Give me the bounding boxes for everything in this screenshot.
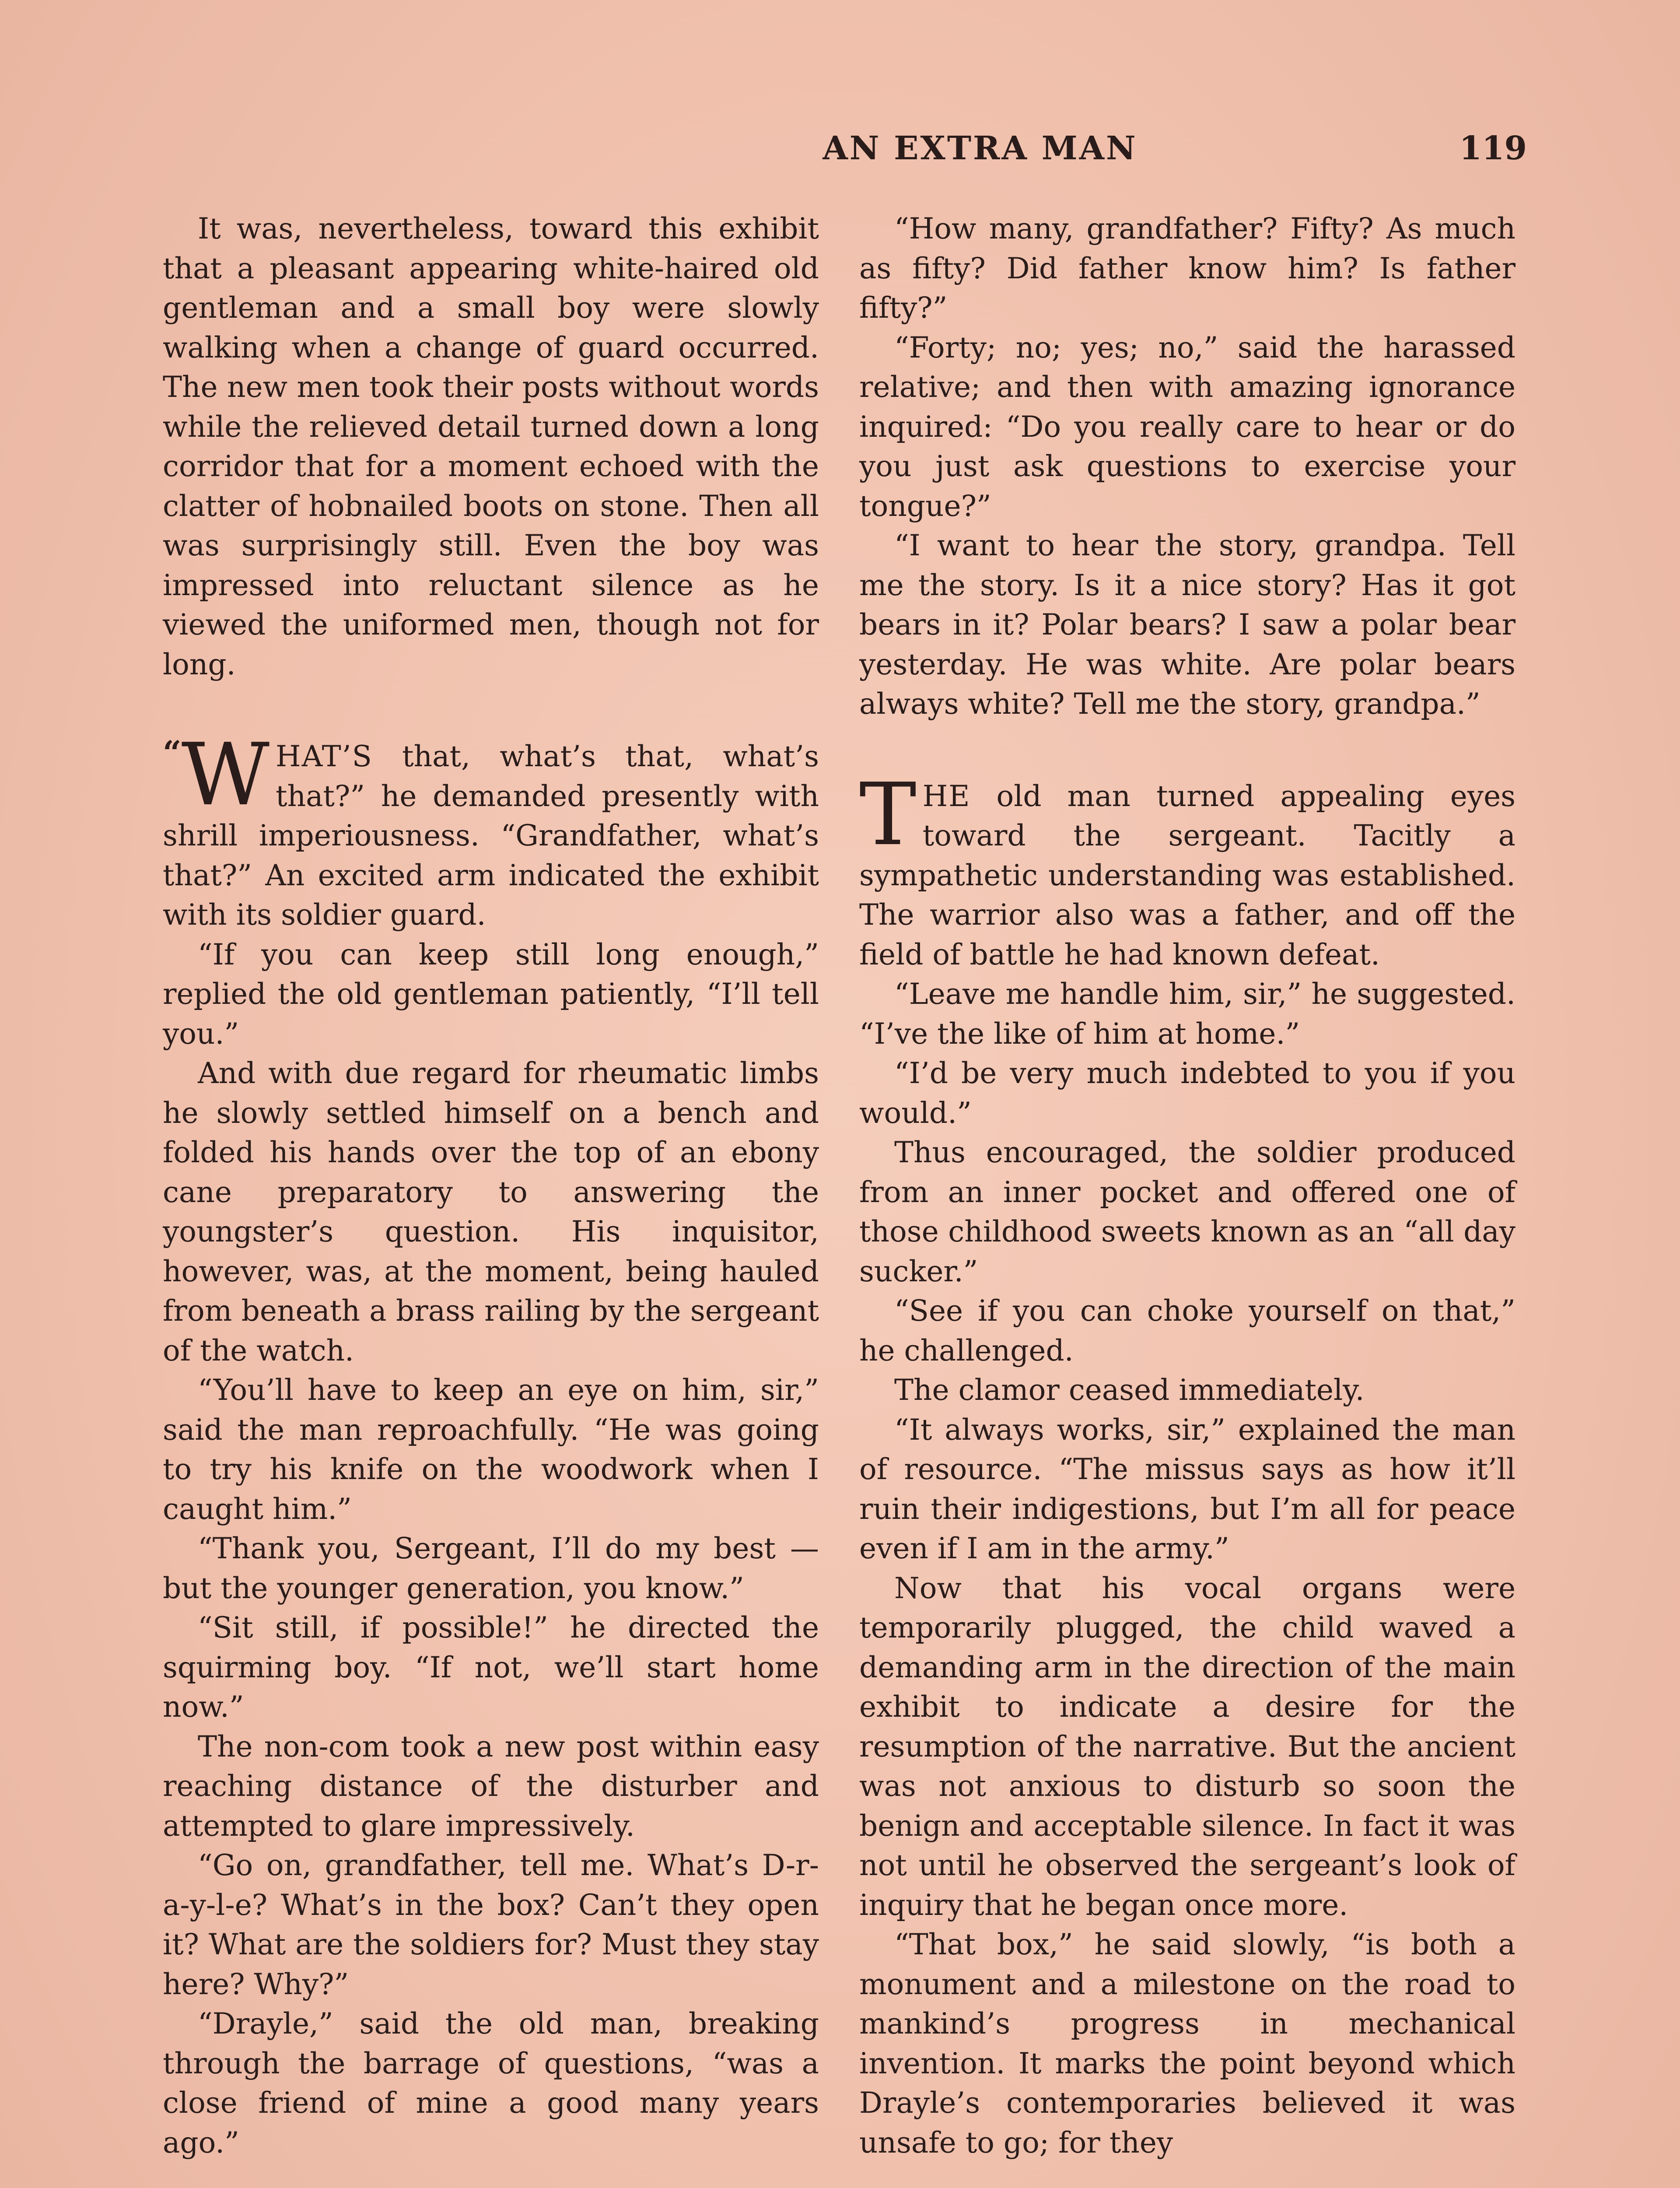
small-caps-word: HAT’S [276,740,373,773]
paragraph: “I’d be very much indebted to you if you would.” [859,1056,1516,1130]
paragraph-text: that, what’s that, what’s that?” he demanded presently with shrill imperiousness. “Grandfather, what’s that?” An excited arm indicated the exhibit with its soldier guard. [163,740,819,932]
paragraph: “Forty; no; yes; no,” said the harassed relative; and then with amazing ignorance inquired: “Do you really care to hear or do you just ask questions to exercise your tongue?” [859,330,1516,523]
paragraph: “If you can keep still long enough,” replied the old gentleman patiently, “I’ll tell you.” [163,937,819,1051]
paragraph: “Drayle,” said the old man, breaking through the barrage of questions, “was a close friend of mine a good many years ago.” [163,2007,819,2160]
paragraph: Thus encouraged, the soldier produced from an inner pocket and offered one of those childhood sweets known as an “all day sucker.” [859,1136,1516,1288]
page-number: 119 [1459,130,1527,167]
paragraph-dropcap [163,725,819,935]
drop-cap-letter: T [859,764,917,865]
paragraph: “You’ll have to keep an eye on him, sir,” said the man reproachfully. “He was going to try his knife on the woodwork when I caught him.” [163,1373,819,1526]
paragraph: “See if you can choke yourself on that,” he challenged. [859,1294,1516,1368]
opening-quote: “ [163,734,182,772]
running-head: AN EXTRA MAN [822,130,1138,167]
paragraph: “How many, grandfather? Fifty? As much as fifty? Did father know him? Is father fifty?” [859,212,1516,325]
paragraph: “I want to hear the story, grandpa. Tell me the story. Is it a nice story? Has it got bears in it? Polar bears? I saw a polar bear yesterday. He was white. Are polar bears always white? Tell me the story, grandpa.” [859,529,1516,721]
paragraph: “Go on, grandfather, tell me. What’s D-r-a-y-l-e? What’s in the box? Can’t they open it? What are the soldiers for? Must they stay here? Why?” [163,1848,819,2001]
paragraph: Now that his vocal organs were temporarily plugged, the child waved a demanding arm in the direction of the main exhibit to indicate a desire for the resumption of the narrative. But the ancient was not anxious to disturb so soon the benign and acceptable silence. In fact it was not until he observed the sergeant’s look of inquiry that he began once more. [859,1571,1516,1922]
drop-cap-letter: W [181,725,270,825]
paragraph: It was, nevertheless, toward this exhibit that a pleasant appearing white-haired old gentleman and a small boy were slowly walking when a change of guard occurred. The new men took their posts without words while the relieved detail turned down a long corridor that for a moment echoed with the clatter of hobnailed boots on stone. Then all was surprisingly still. Even the boy was impressed into reluctant silence as he viewed the uniformed men, though not for long. [163,212,819,681]
paragraph-dropcap [859,764,1516,975]
small-caps-word: HE [922,779,971,813]
paragraph: “That box,” he said slowly, “is both a monument and a milestone on the road to mankind’s progress in mechanical invention. It marks the point beyond which Drayle’s contemporaries believed it was unsafe to go; for they [859,1928,1516,2160]
right-column [859,209,1516,2163]
paragraph: “Leave me handle him, sir,” he suggested. “I’ve the like of him at home.” [859,977,1516,1051]
paragraph: And with due regard for rheumatic limbs he slowly settled himself on a bench and folded his hands over the top of an ebony cane preparatory to answering the youngster’s question. His inquisitor, however, was, at the moment, being hauled from beneath a brass railing by the sergeant of the watch. [163,1056,819,1368]
paragraph: The non-com took a new post within easy reaching distance of the disturber and attempted to glare impressively. [163,1729,819,1843]
paragraph: “Sit still, if possible!” he directed the squirming boy. “If not, we’ll start home now.” [163,1611,819,1724]
paragraph-text: old man turned appealing eyes toward the sergeant. Tacitly a sympathetic understanding was established. The warrior also was a father, and off the field of battle he had known defeat. [859,779,1516,971]
paragraph: “Thank you, Sergeant, I’ll do my best —but the younger generation, you know.” [163,1532,819,1605]
paragraph: “It always works, sir,” explained the man of resource. “The missus says as how it’ll ruin their indigestions, but I’m all for peace even if I am in the army.” [859,1413,1516,1565]
paragraph: The clamor ceased immediately. [894,1373,1365,1407]
left-column [163,209,819,2163]
page-header [438,130,1527,173]
